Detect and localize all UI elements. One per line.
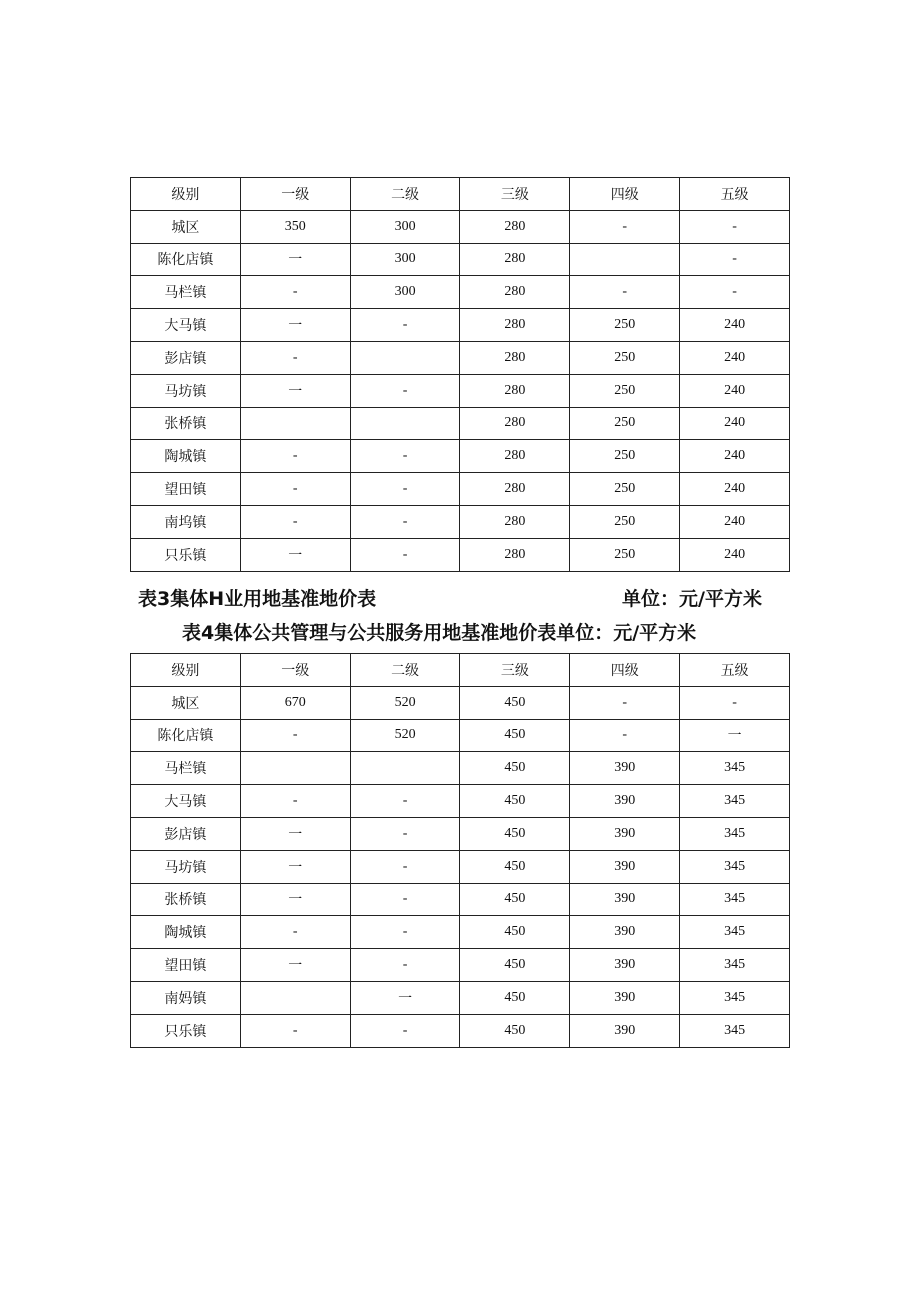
price-cell: 240	[680, 473, 790, 506]
price-cell: -	[240, 1014, 350, 1047]
price-cell: 一	[680, 719, 790, 752]
price-cell: 240	[680, 440, 790, 473]
price-cell	[240, 407, 350, 440]
price-cell: -	[350, 949, 460, 982]
price-cell: 280	[460, 309, 570, 342]
price-cell: 250	[570, 538, 680, 571]
column-header: 二级	[350, 654, 460, 687]
price-cell: 345	[680, 1014, 790, 1047]
table-row	[131, 981, 790, 1014]
price-cell: 一	[240, 883, 350, 916]
price-cell: -	[350, 505, 460, 538]
price-cell: 280	[460, 341, 570, 374]
price-cell: -	[240, 785, 350, 818]
header-row	[131, 178, 790, 211]
column-header: 四级	[570, 654, 680, 687]
price-cell	[350, 407, 460, 440]
column-header: 级别	[131, 178, 241, 211]
price-cell: -	[680, 686, 790, 719]
table-row	[131, 752, 790, 785]
price-cell: 390	[570, 850, 680, 883]
column-header: 五级	[680, 178, 790, 211]
table-row	[131, 341, 790, 374]
price-cell: -	[350, 850, 460, 883]
town-name-cell: 陈化店镇	[131, 719, 241, 752]
price-cell: 520	[350, 686, 460, 719]
column-header: 四级	[570, 178, 680, 211]
town-name-cell: 城区	[131, 686, 241, 719]
town-name-cell: 陶城镇	[131, 440, 241, 473]
price-cell: -	[350, 374, 460, 407]
price-cell	[570, 243, 680, 276]
price-cell: 一	[240, 538, 350, 571]
price-cell: 300	[350, 276, 460, 309]
town-name-cell: 大马镇	[131, 785, 241, 818]
price-cell	[240, 752, 350, 785]
table-row	[131, 1014, 790, 1047]
price-cell: 520	[350, 719, 460, 752]
column-header: 一级	[240, 654, 350, 687]
price-cell: -	[680, 210, 790, 243]
price-cell: -	[240, 916, 350, 949]
town-name-cell: 南坞镇	[131, 505, 241, 538]
price-cell: 280	[460, 374, 570, 407]
price-cell: 240	[680, 309, 790, 342]
table-row	[131, 538, 790, 571]
price-cell: 300	[350, 210, 460, 243]
table-row	[131, 309, 790, 342]
town-name-cell: 大马镇	[131, 309, 241, 342]
price-cell: -	[350, 916, 460, 949]
table-row	[131, 785, 790, 818]
price-cell: 一	[350, 981, 460, 1014]
price-cell: -	[350, 440, 460, 473]
price-cell: 345	[680, 949, 790, 982]
price-cell: 240	[680, 538, 790, 571]
price-cell: 250	[570, 505, 680, 538]
price-cell: 345	[680, 752, 790, 785]
price-cell: 345	[680, 981, 790, 1014]
price-cell: 280	[460, 407, 570, 440]
price-cell: 300	[350, 243, 460, 276]
price-cell: 450	[460, 850, 570, 883]
price-cell: 280	[460, 243, 570, 276]
table-row	[131, 473, 790, 506]
town-name-cell: 陈化店镇	[131, 243, 241, 276]
table-3-caption-unit: 单位：元/平方米	[622, 588, 762, 610]
price-cell: 450	[460, 752, 570, 785]
price-cell: 345	[680, 785, 790, 818]
price-cell	[350, 752, 460, 785]
town-name-cell: 马坊镇	[131, 850, 241, 883]
price-cell: 250	[570, 341, 680, 374]
price-cell: -	[680, 243, 790, 276]
price-cell: -	[240, 473, 350, 506]
column-header: 二级	[350, 178, 460, 211]
town-name-cell: 只乐镇	[131, 538, 241, 571]
price-cell: -	[240, 719, 350, 752]
column-header: 三级	[460, 178, 570, 211]
table-row	[131, 719, 790, 752]
price-cell: -	[350, 538, 460, 571]
price-cell: 345	[680, 817, 790, 850]
price-cell: 450	[460, 981, 570, 1014]
price-cell: 670	[240, 686, 350, 719]
price-cell: -	[240, 276, 350, 309]
price-cell: 450	[460, 883, 570, 916]
town-name-cell: 张桥镇	[131, 407, 241, 440]
price-cell: -	[240, 341, 350, 374]
price-cell: -	[240, 505, 350, 538]
price-cell: 350	[240, 210, 350, 243]
price-cell: 250	[570, 407, 680, 440]
price-cell: 390	[570, 1014, 680, 1047]
town-name-cell: 张桥镇	[131, 883, 241, 916]
table-1	[130, 177, 790, 572]
table-row	[131, 407, 790, 440]
table-row	[131, 850, 790, 883]
price-cell: -	[570, 686, 680, 719]
price-cell: 240	[680, 505, 790, 538]
price-cell: 280	[460, 210, 570, 243]
price-cell: -	[350, 1014, 460, 1047]
table-1-body	[131, 178, 790, 572]
price-cell: -	[350, 785, 460, 818]
price-cell: 345	[680, 916, 790, 949]
price-cell: -	[570, 210, 680, 243]
price-cell: 390	[570, 981, 680, 1014]
price-cell: -	[350, 473, 460, 506]
table-2	[130, 653, 790, 1048]
town-name-cell: 马栏镇	[131, 752, 241, 785]
table-row	[131, 243, 790, 276]
price-cell: 450	[460, 719, 570, 752]
price-cell: 345	[680, 883, 790, 916]
town-name-cell: 马坊镇	[131, 374, 241, 407]
price-cell: -	[350, 309, 460, 342]
price-cell: 280	[460, 505, 570, 538]
town-name-cell: 彭店镇	[131, 341, 241, 374]
town-name-cell: 陶城镇	[131, 916, 241, 949]
town-name-cell: 马栏镇	[131, 276, 241, 309]
town-name-cell: 城区	[131, 210, 241, 243]
table-row	[131, 374, 790, 407]
price-cell: 390	[570, 916, 680, 949]
town-name-cell: 只乐镇	[131, 1014, 241, 1047]
table-row	[131, 916, 790, 949]
price-cell: 280	[460, 473, 570, 506]
column-header: 一级	[240, 178, 350, 211]
price-cell: 450	[460, 1014, 570, 1047]
price-cell: -	[350, 883, 460, 916]
price-cell: 250	[570, 374, 680, 407]
price-cell: 450	[460, 949, 570, 982]
price-cell: 250	[570, 473, 680, 506]
price-cell: 345	[680, 850, 790, 883]
table-2-body	[131, 654, 790, 1048]
town-name-cell: 望田镇	[131, 949, 241, 982]
table-row	[131, 817, 790, 850]
price-cell: -	[680, 276, 790, 309]
price-cell: -	[240, 440, 350, 473]
table-row	[131, 210, 790, 243]
price-cell: 一	[240, 374, 350, 407]
town-name-cell: 望田镇	[131, 473, 241, 506]
table-row	[131, 883, 790, 916]
price-cell: 450	[460, 817, 570, 850]
table-row	[131, 505, 790, 538]
price-cell: 一	[240, 850, 350, 883]
price-cell	[240, 981, 350, 1014]
price-cell: 390	[570, 949, 680, 982]
price-cell: 390	[570, 752, 680, 785]
price-cell: 450	[460, 785, 570, 818]
price-cell: 450	[460, 686, 570, 719]
table-row	[131, 440, 790, 473]
column-header: 级别	[131, 654, 241, 687]
price-cell: -	[570, 719, 680, 752]
table-row	[131, 276, 790, 309]
price-cell: 一	[240, 309, 350, 342]
price-cell: 250	[570, 440, 680, 473]
price-cell: 450	[460, 916, 570, 949]
table-4-caption: 表4集体公共管理与公共服务用地基准地价表单位：元/平方米	[182, 622, 697, 644]
price-cell: 390	[570, 785, 680, 818]
table-3-caption-title: 表3集体H业用地基准地价表	[138, 588, 377, 610]
price-cell: 390	[570, 883, 680, 916]
table-row	[131, 686, 790, 719]
price-cell: 250	[570, 309, 680, 342]
price-cell: 280	[460, 538, 570, 571]
price-cell: 240	[680, 341, 790, 374]
price-cell	[350, 341, 460, 374]
price-cell: 一	[240, 817, 350, 850]
price-cell: 280	[460, 440, 570, 473]
table-row	[131, 949, 790, 982]
price-cell: -	[570, 276, 680, 309]
price-cell: 240	[680, 407, 790, 440]
price-cell: 390	[570, 817, 680, 850]
header-row	[131, 654, 790, 687]
town-name-cell: 彭店镇	[131, 817, 241, 850]
price-cell: 一	[240, 243, 350, 276]
price-cell: -	[350, 817, 460, 850]
column-header: 五级	[680, 654, 790, 687]
price-cell: 280	[460, 276, 570, 309]
column-header: 三级	[460, 654, 570, 687]
price-cell: 240	[680, 374, 790, 407]
town-name-cell: 南妈镇	[131, 981, 241, 1014]
price-cell: 一	[240, 949, 350, 982]
